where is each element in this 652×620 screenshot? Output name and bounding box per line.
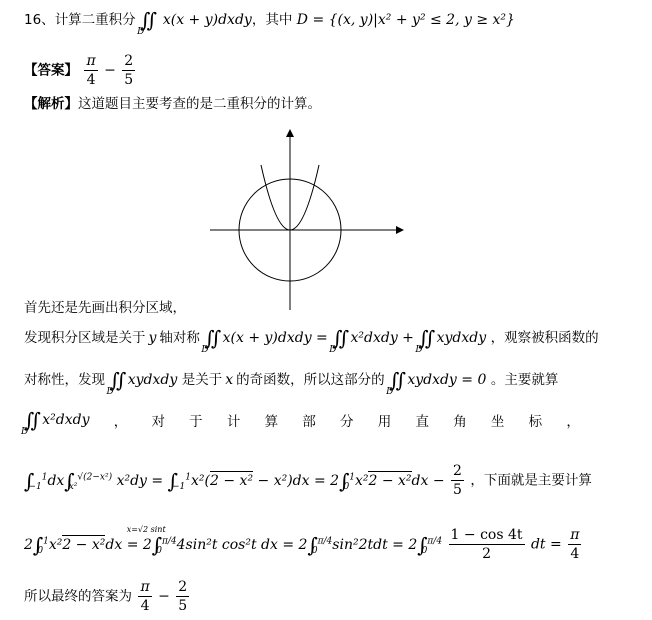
body-line-6: $2\int_0^1x^22 - x^2dx$ x=√2 sint = $2\int_0^{\pi/4}4\sin^2t$ cos²t dx = $2\int_0^{\pi/4}\sin^22tdt = 2\int_0^{\pi/4}$ $\frac{1 - \cos 4t}{2}$ dt = $\frac{\pi}{4}$ [24,524,580,562]
answer-label: 【答案】 [24,62,78,79]
analysis-label: 【解析】 [24,96,78,112]
problem-domain: D = {(x, y)|x² + y² ≤ 2, y ≥ x²} [296,12,515,28]
final-answer-line: 所以最终的答案为 $\frac{\pi}{4}$ − $\frac{2}{5}$ [24,579,188,614]
answer-frac-25: $\frac{2}{5}$ [124,53,134,88]
problem-line: 16、计算二重积分 $∬_D$ x(x + y)dxdy，其中 D = {(x, y)|x² + y² ≤ 2, y ≥ x²} [24,8,515,37]
answer-frac-pi4: $\frac{\pi}{4}$ [86,53,96,88]
body-line-1: 首先还是先画出积分区域， [24,300,186,316]
body-line-5: $\int_{-1}^1dx\int_{x^2}^{√(2-x^2)}$ $x^2dy = \int_{-1}^1x^2(2 - x^2 - x^2)dx = 2\int_0^1x^22 - x^2dx$ − $\frac{2}{5}$ ，下面就是主要计算 [24,463,592,498]
problem-number: 16、 [24,12,55,28]
body-line-3: 对称性，发现 $∬_Dxydxdy$ 是关于 x 的奇函数，所以这部分的 $∬_Dxydxdy = 0$ 。主要就算 [24,368,559,397]
double-integral-symbol: ∬ [140,8,152,32]
problem-text-1: 计算二重积分 [54,12,136,28]
body-line-2: 发现积分区域是关于 y 轴对称 $∬_Dx(x$ + y)dxdy = $∬_Dx^2dxdy$ + $∬_Dxydxdy$ ，观察被积函数的 [24,326,599,355]
analysis-text: 这道题目主要考查的是二重积分的计算。 [78,96,321,112]
body-line-4: $∬_Dx^2dxdy$ ， 对 于 计 算 部 分 用 直 角 坐 标 ， [21,408,580,437]
problem-integrand: x(x + y)dxdy [162,12,252,28]
analysis-line [24,92,321,112]
problem-text-2: ，其中 [251,12,293,28]
region-diagram [205,125,410,315]
answer-line: 【答案】 $\frac{\pi}{4}$ − $\frac{2}{5}$ [24,53,134,88]
